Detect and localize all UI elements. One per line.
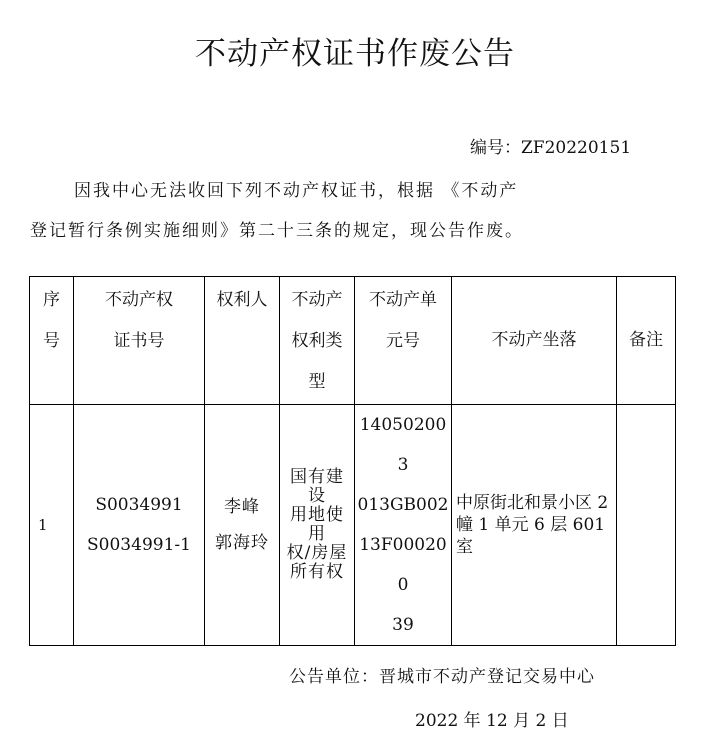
header-owner: 权利人: [205, 277, 280, 405]
page-title: 不动产权证书作废公告: [195, 36, 515, 72]
issue-date: 2022 年 12 月 2 日: [415, 711, 569, 731]
cell-right-type: 国有建设 用地使用 权/房屋 所有权: [280, 405, 355, 646]
issuer-name: 晋城市不动产登记交易中心: [379, 667, 595, 687]
issuer-label: 公告单位：: [289, 667, 379, 687]
header-cert-no: 不动产权 证书号: [74, 277, 205, 405]
header-unit-no: 不动产单 元号: [355, 277, 452, 405]
cell-location: 中原街北和景小区 2 幢 1 单元 6 层 601 室: [452, 405, 617, 646]
table-row: [30, 405, 676, 646]
cell-owners: 李峰 郭海玲: [205, 405, 280, 646]
document-number: [470, 133, 631, 158]
header-location: 不动产坐落: [452, 277, 617, 405]
cell-unit-no: 140502003 013GB002 13F000200 39: [355, 405, 452, 646]
header-seq: 序 号: [30, 277, 74, 405]
issuer: [289, 662, 595, 687]
header-remark: 备注: [617, 277, 676, 405]
document-number-label: 编号：: [470, 138, 521, 158]
document-number-value: ZF20220151: [521, 138, 632, 158]
cell-remark: [617, 405, 676, 646]
notice-paragraph: [30, 171, 670, 251]
void-certificate-table: [29, 276, 676, 646]
cell-cert-no: S0034991 S0034991-1: [74, 405, 205, 646]
notice-line-2: 登记暂行条例实施细则》第二十三条的规定，现公告作废。: [30, 221, 524, 241]
notice-line-1: 因我中心无法收回下列不动产权证书，根据 《不动产: [74, 181, 519, 201]
cell-seq: 1: [30, 405, 74, 646]
table-header-row: [30, 277, 676, 405]
header-right-type: 不动产 权利类 型: [280, 277, 355, 405]
